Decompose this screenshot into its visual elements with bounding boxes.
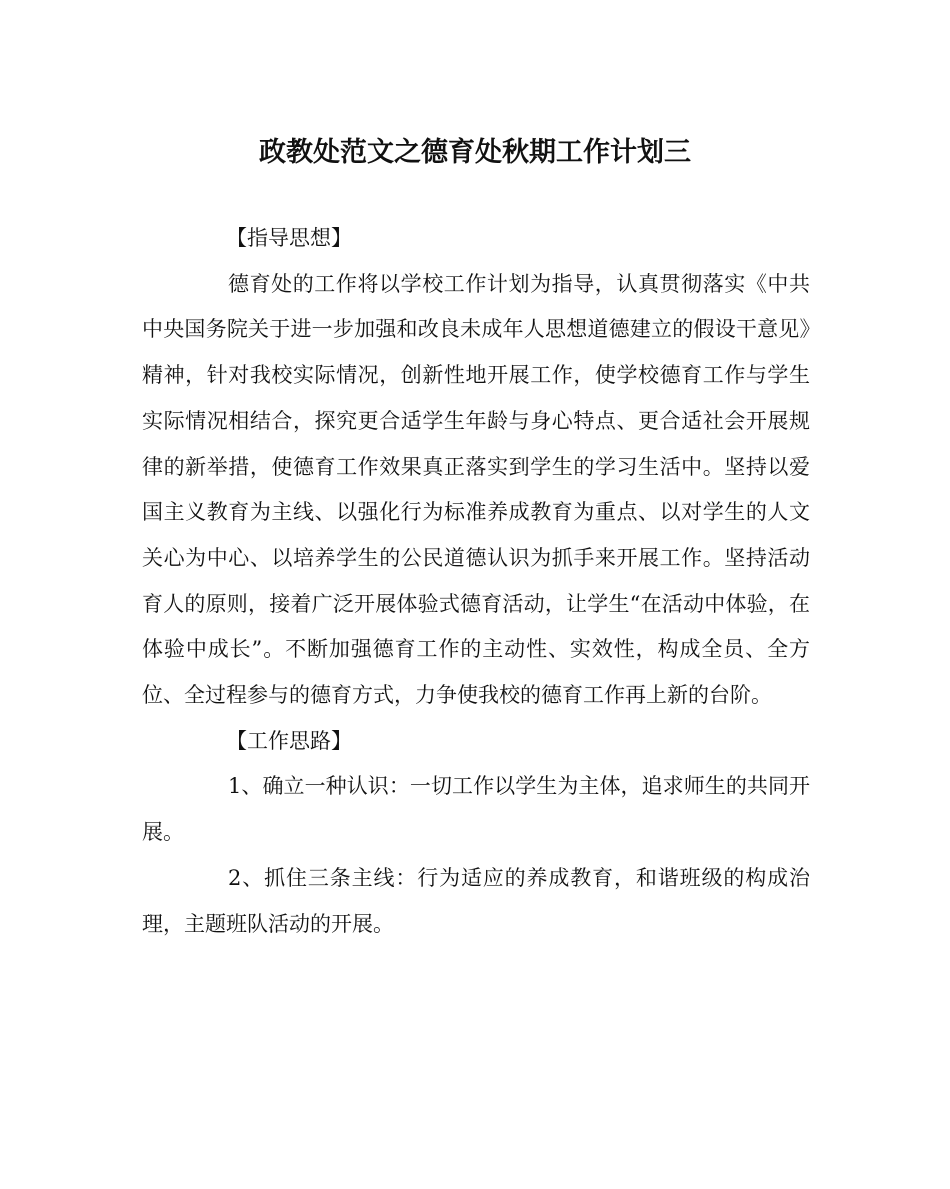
section-heading-guiding-ideology: 【指导思想】 xyxy=(226,226,352,250)
document-body xyxy=(142,216,810,947)
paragraph-work-approach-1: 1、确立一种认识：一切工作以学生为主体，追求师生的共同开展。 xyxy=(142,774,810,845)
document-title: 政教处范文之德育处秋期工作计划三 xyxy=(259,137,691,168)
paragraph-work-approach-2: 2、抓住三条主线：行为适应的养成教育，和谐班级的构成治理，主题班队活动的开展。 xyxy=(142,865,810,936)
section-heading-work-approach: 【工作思路】 xyxy=(226,728,352,753)
paragraph-guiding-ideology: 德育处的工作将以学校工作计划为指导，认真贯彻落实《中共中央国务院关于进一步加强和改良未成年人思想道德建立的假设干意见》精神，针对我校实际情况，创新性地开展工作，使学校德育工作与学生实际情况相结合，探究更合适学生年龄与身心特点、更合适社会开展规律的新举措，使德育工作效果真正落实到学生的学习生活中。坚持以爱国主义教育为主线、以强化行为标准养成教育为重点、以对学生的人文关心为中心、以培养学生的公民道德认识为抓手来开展工作。坚持活动育人的原则，接着广泛开展体验式德育活动，让学生“在活动中体验，在体验中成长”。不断加强德育工作的主动性、实效性，构成全员、全方位、全过程参与的德育方式，力争使我校的德育工作再上新的台阶。 xyxy=(142,271,810,708)
